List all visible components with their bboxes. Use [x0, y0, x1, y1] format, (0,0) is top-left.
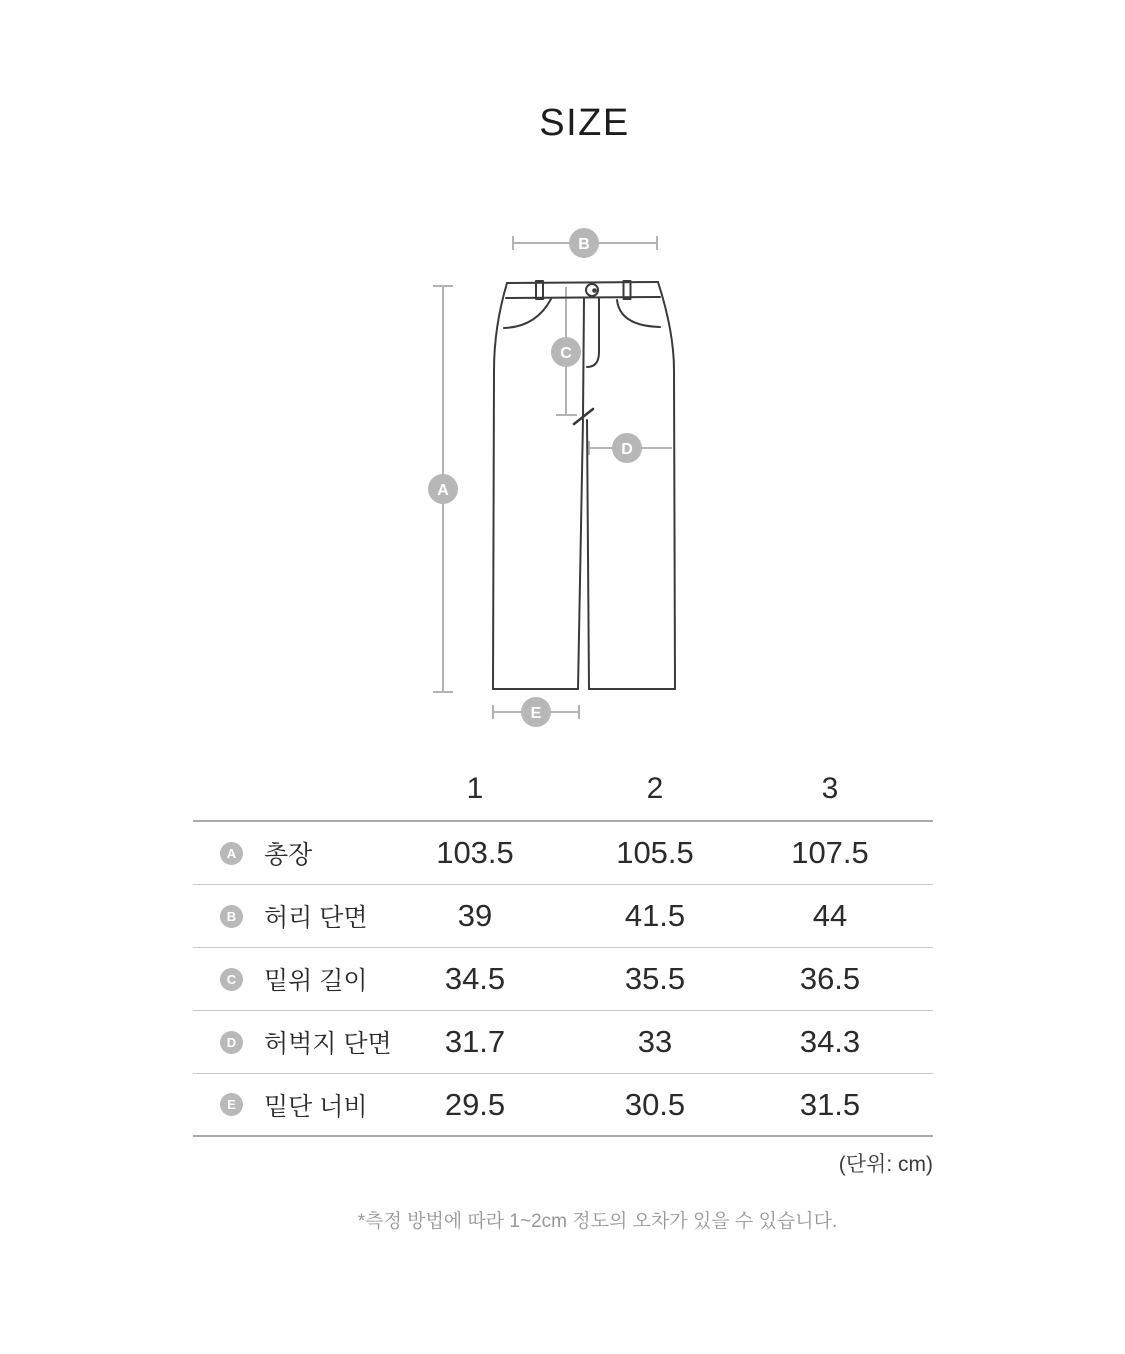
pants-diagram-svg [420, 225, 710, 735]
right-outseam [658, 282, 675, 689]
table-row-hem [193, 1074, 933, 1137]
badge-a-label: A [437, 482, 449, 499]
pants-measurement-diagram [420, 225, 710, 735]
badge-e-label: E [530, 705, 542, 722]
cell-value: 31.7 [444, 1024, 506, 1059]
table-row-waist [193, 885, 933, 948]
table-row-rise [193, 948, 933, 1011]
badge-b-label: B [578, 236, 590, 253]
badge-c-label: C [560, 345, 572, 362]
row-badge-c: C [220, 968, 243, 991]
table-row-total-length [193, 822, 933, 885]
size-table [193, 758, 933, 1137]
pants-outline [493, 281, 675, 689]
row-badge-e: E [220, 1093, 243, 1116]
left-inseam [578, 419, 583, 689]
cell-value: 31.5 [799, 1086, 861, 1122]
cell-value: 29.5 [444, 1086, 506, 1122]
row-badge-a: A [220, 842, 243, 865]
size-header-1: 1 [466, 772, 484, 805]
row-badge-b: B [220, 905, 243, 928]
row-label: 허벅지 단면 [264, 1030, 392, 1058]
cell-value: 103.5 [436, 835, 514, 870]
row-badge-d: D [220, 1031, 243, 1054]
cell-value: 107.5 [791, 835, 869, 870]
row-label: 총장 [264, 841, 313, 869]
cell-value: 41.5 [624, 898, 686, 933]
cell-value: 44 [812, 898, 848, 933]
cell-value: 33 [637, 1024, 673, 1059]
row-label: 밑위 길이 [264, 967, 368, 995]
size-header-2: 2 [646, 772, 664, 805]
cell-value: 34.5 [444, 961, 506, 996]
table-row-thigh [193, 1011, 933, 1074]
row-label: 허리 단면 [264, 904, 368, 932]
cell-value: 34.3 [799, 1024, 861, 1059]
button-dot [592, 288, 597, 293]
cell-value: 39 [457, 898, 493, 933]
size-table-header [193, 758, 933, 822]
cell-value: 105.5 [616, 835, 694, 870]
unit-note: (단위: cm) [838, 1153, 933, 1176]
left-outseam [493, 283, 507, 689]
cell-value: 35.5 [624, 961, 686, 996]
size-header-3: 3 [821, 772, 839, 805]
waistband-bottom [506, 297, 660, 298]
measure-lines [433, 236, 672, 719]
page-title: SIZE [539, 102, 630, 144]
pocket-right [617, 300, 660, 327]
right-inseam [587, 420, 589, 689]
cell-value: 30.5 [624, 1086, 686, 1122]
badge-d-label: D [621, 441, 633, 458]
row-label: 밑단 너비 [264, 1092, 368, 1121]
marker-badges [428, 228, 642, 727]
cell-value: 36.5 [799, 961, 861, 996]
waist-top [507, 282, 658, 283]
fly-line [583, 298, 584, 417]
pocket-left [504, 299, 551, 328]
measurement-disclaimer: *측정 방법에 따라 1~2cm 정도의 오차가 있을 수 있습니다. [357, 1211, 838, 1232]
fly-j-stitch [587, 298, 599, 367]
